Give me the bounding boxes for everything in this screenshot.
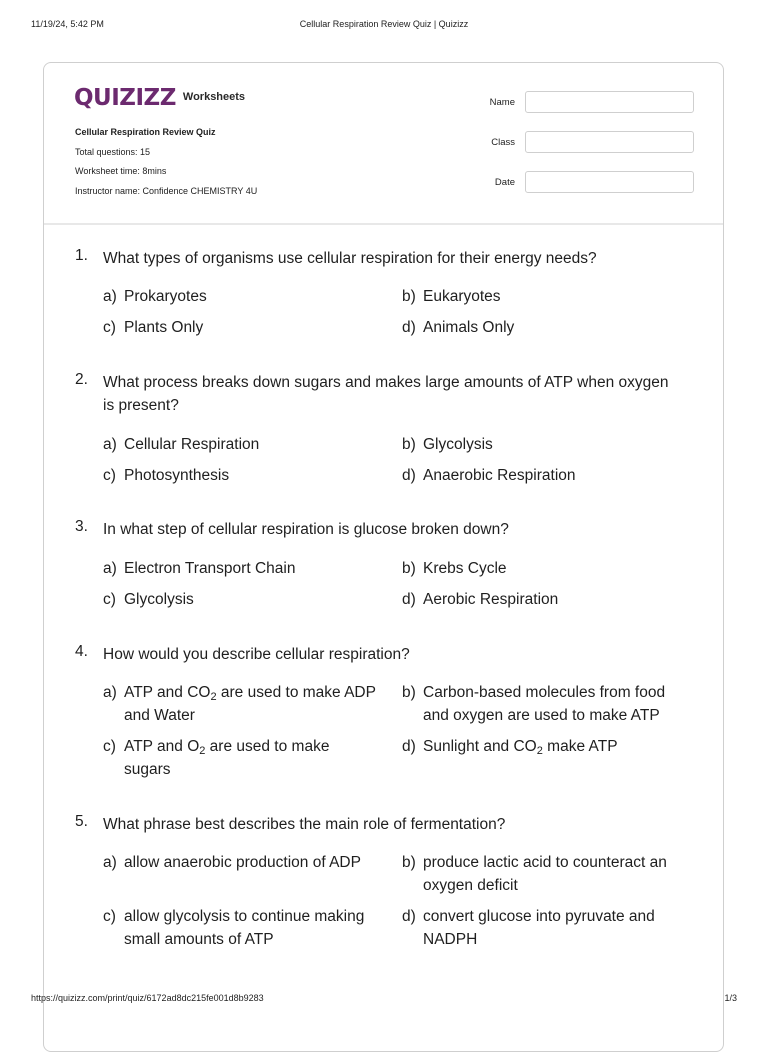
total-questions: Total questions: 15 (75, 146, 151, 157)
option-text: Cellular Respiration (124, 436, 260, 453)
option-letter: b) (402, 684, 416, 701)
option-letter: d) (402, 738, 416, 755)
question-stem: What process breaks down sugars and makes large amounts of ATP when oxygen is present? (103, 374, 669, 414)
instructor-name: Instructor name: Confidence CHEMISTRY 4U (75, 185, 258, 196)
question-stem: How would you describe cellular respiration? (103, 646, 410, 663)
date-field[interactable] (525, 171, 694, 193)
option-text: ATP and $O_2$ are used to make sugars (124, 738, 330, 778)
option-text: Plants Only (124, 319, 204, 336)
option-letter: a) (103, 854, 117, 871)
print-title: Cellular Respiration Review Quiz | Quizizz (299, 19, 469, 29)
option-text: convert glucose into pyruvate and NADPH (423, 908, 655, 948)
print-footer (0, 993, 768, 1007)
print-url: https://quizizz.com/print/quiz/6172ad8dc215fe001d8b9283 (31, 993, 264, 1003)
name-field[interactable] (525, 91, 694, 113)
option-text: Photosynthesis (124, 467, 230, 484)
option-letter: b) (402, 854, 416, 871)
question-number: 3. (75, 518, 88, 535)
worksheet-header (44, 63, 723, 225)
option-letter: c) (103, 319, 116, 336)
option-text: Animals Only (423, 319, 515, 336)
option-text: Sunlight and $CO_2$ make ATP (423, 738, 618, 757)
option-text: produce lactic acid to counteract an oxygen deficit (423, 854, 667, 894)
name-label: Name (489, 97, 515, 108)
worksheet (43, 62, 724, 1052)
class-field-row (444, 131, 714, 155)
page-number: 1/3 (724, 993, 737, 1003)
date-label: Date (494, 177, 515, 188)
class-field[interactable] (525, 131, 694, 153)
question-stem: What phrase best describes the main role of fermentation? (103, 816, 506, 833)
option-letter: a) (103, 560, 117, 577)
question-number: 5. (75, 813, 88, 830)
option-letter: b) (402, 288, 416, 305)
option-text: Aerobic Respiration (423, 591, 559, 608)
option-letter: a) (103, 288, 117, 305)
option-text: Glycolysis (124, 591, 194, 608)
option-letter: a) (103, 436, 117, 453)
option-letter: d) (402, 319, 416, 336)
option-text: ATP and $CO_2$ are used to make ADP and Water (124, 684, 376, 724)
print-datetime: 11/19/24, 5:42 PM (31, 19, 104, 29)
question-stem: What types of organisms use cellular respiration for their energy needs? (103, 250, 597, 267)
option-text: Glycolysis (423, 436, 493, 453)
option-letter: b) (402, 436, 416, 453)
option-text: Prokaryotes (124, 288, 207, 305)
option-text: allow glycolysis to continue making small amounts of ATP (124, 908, 365, 948)
print-header (0, 19, 768, 33)
question-stem: In what step of cellular respiration is glucose broken down? (103, 521, 509, 538)
quiz-title: Cellular Respiration Review Quiz (75, 127, 216, 137)
option-text: Krebs Cycle (423, 560, 507, 577)
option-letter: c) (103, 908, 116, 925)
option-text: allow anaerobic production of ADP (124, 854, 361, 871)
option-letter: d) (402, 591, 416, 608)
question-number: 2. (75, 371, 88, 388)
name-field-row (444, 91, 714, 115)
option-letter: c) (103, 591, 116, 608)
quiz-info (75, 127, 257, 205)
brand-name: QUIZIZZ (74, 85, 176, 111)
option-letter: d) (402, 908, 416, 925)
question-number: 4. (75, 643, 88, 660)
option-text: Anaerobic Respiration (423, 467, 576, 484)
date-field-row (444, 171, 714, 195)
option-text: Electron Transport Chain (124, 560, 296, 577)
option-text: Carbon-based molecules from food and oxygen are used to make ATP (423, 684, 666, 724)
option-text: Eukaryotes (423, 288, 501, 305)
option-letter: c) (103, 467, 116, 484)
option-letter: a) (103, 684, 117, 701)
option-letter: c) (103, 738, 116, 755)
question-number: 1. (75, 247, 88, 264)
worksheet-time: Worksheet time: 8mins (75, 166, 167, 176)
option-letter: b) (402, 560, 416, 577)
class-label: Class (491, 137, 515, 148)
quizizz-logo (74, 83, 245, 113)
brand-product: Worksheets (182, 91, 246, 103)
option-letter: d) (402, 467, 416, 484)
